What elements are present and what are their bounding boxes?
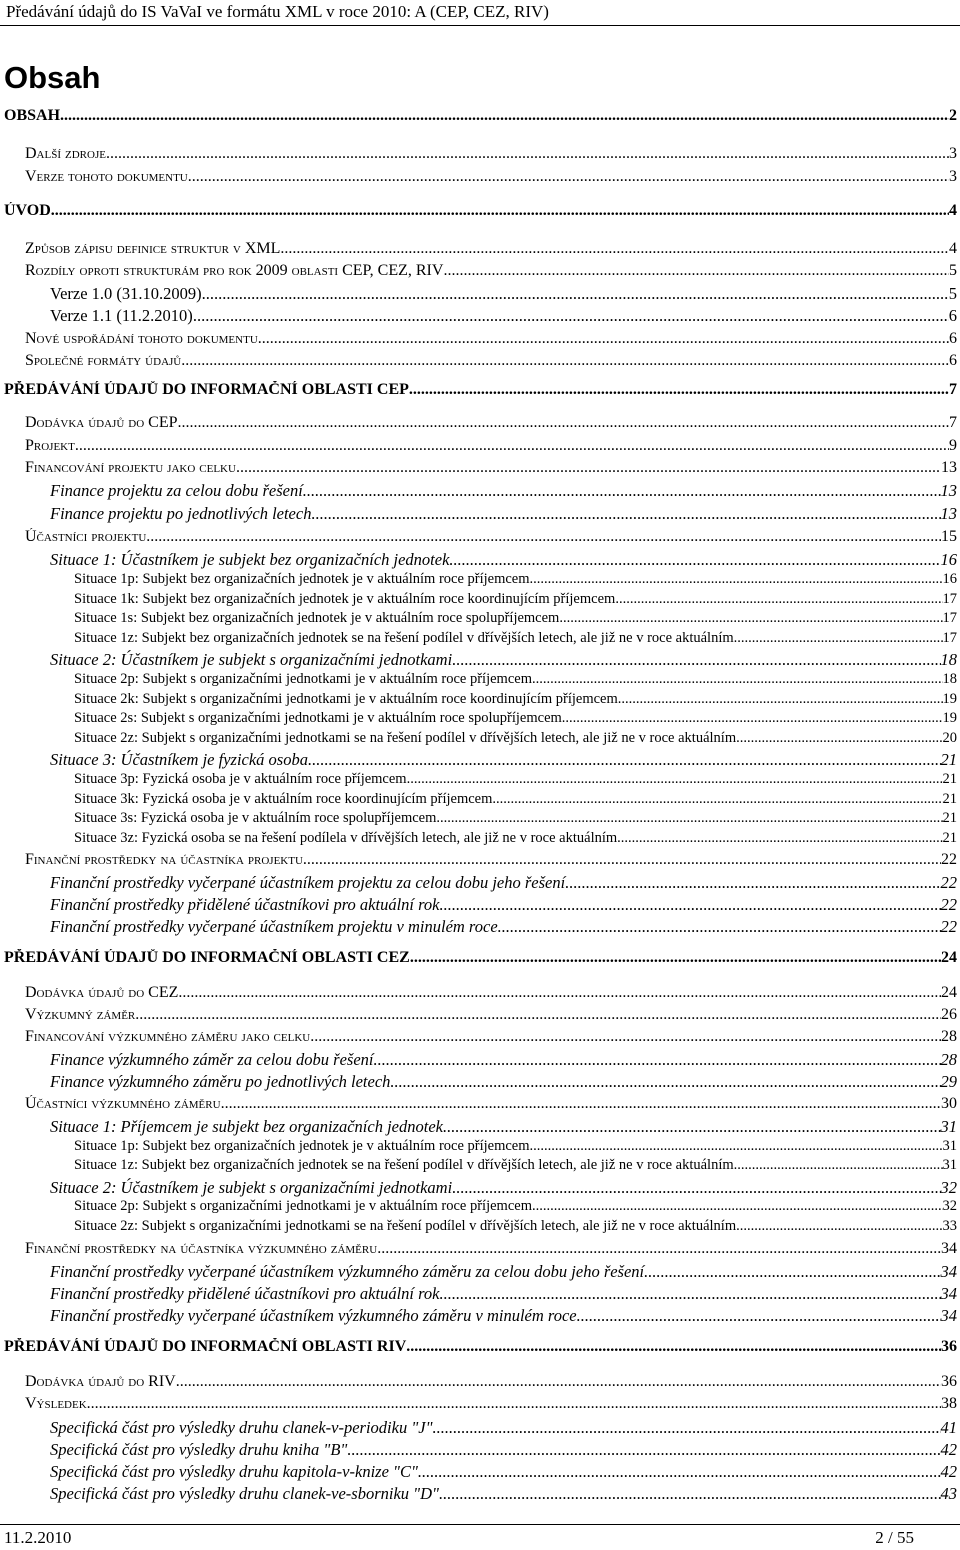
toc-entry-title: Situace 2s: Subjekt s organizačními jednotkami je v aktuálním roce spolupříjemcem: [74, 710, 562, 726]
toc-page-number: 22: [940, 917, 957, 936]
toc-entry[interactable]: [74, 1198, 957, 1215]
toc-page-number: 42: [940, 1440, 957, 1459]
toc-entry-title: Situace 1k: Subjekt bez organizačních jednotek je v aktuálním roce koordinujícím příjemcem: [74, 591, 616, 607]
toc-entry[interactable]: [25, 330, 957, 348]
toc-entry[interactable]: [50, 1262, 957, 1282]
toc-entry-title: Verze tohoto dokumentu: [25, 168, 188, 185]
toc-page-number: 24: [941, 949, 957, 966]
toc-entry[interactable]: [74, 691, 957, 708]
toc-page-number: 33: [942, 1218, 957, 1234]
toc-entry[interactable]: [50, 1418, 957, 1438]
toc-page-number: 19: [942, 691, 957, 707]
toc-page-number: 42: [940, 1462, 957, 1481]
toc-leader-dots: [439, 1484, 941, 1504]
toc-entry-title: Finance výzkumného záměr za celou dobu řešení: [50, 1050, 374, 1069]
toc-entry-title: Situace 1z: Subjekt bez organizačních jednotek se na řešení podílel v dřívějších letech, ale již ne v roce aktuálním: [74, 1157, 734, 1173]
toc-entry[interactable]: [50, 873, 957, 893]
toc-page-number: 28: [940, 1050, 957, 1069]
toc-entry-title: Situace 3k: Fyzická osoba je v aktuálním roce koordinujícím příjemcem: [74, 791, 493, 807]
toc-entry-title: Finanční prostředky vyčerpané účastníkem projektu za celou dobu jeho řešení: [50, 873, 566, 892]
toc-page-number: 17: [942, 610, 957, 626]
toc-entry[interactable]: [25, 459, 957, 477]
toc-page-number: 21: [940, 750, 957, 769]
toc-page-number: 7: [949, 414, 957, 431]
toc-page-number: 22: [941, 851, 957, 868]
toc-entry[interactable]: [74, 771, 957, 788]
toc-page-number: 34: [940, 1284, 957, 1303]
toc-entry[interactable]: [50, 1440, 957, 1460]
toc-entry[interactable]: [74, 1218, 957, 1235]
toc-entry[interactable]: [74, 830, 957, 847]
toc-leader-dots: [452, 1178, 940, 1198]
toc-entry-title: Situace 3s: Fyzická osoba je v aktuálním roce spolupříjemcem: [74, 810, 437, 826]
toc-entry-title: Verze 1.1 (11.2.2010): [50, 306, 193, 325]
toc-entry-title: Verze 1.0 (31.10.2009): [50, 284, 202, 303]
toc-entry-title: Společné formáty údajů: [25, 352, 182, 369]
toc-page-number: 3: [949, 145, 957, 162]
toc-page-number: 5: [949, 262, 957, 279]
toc-entry[interactable]: [25, 262, 957, 280]
toc-entry[interactable]: [50, 1072, 957, 1092]
toc-page-number: 31: [942, 1157, 957, 1173]
toc-page-number: 13: [940, 504, 957, 523]
toc-entry-title: Finance projektu za celou dobu řešení: [50, 481, 303, 500]
toc-entry[interactable]: [50, 1178, 957, 1198]
toc-leader-dots: [51, 202, 949, 220]
toc-leader-dots: [310, 1028, 941, 1046]
toc-page-number: 29: [940, 1072, 957, 1091]
toc-page-number: 13: [940, 481, 957, 500]
toc-entry-title: Rozdíly oproti strukturám pro rok 2009 oblasti CEP, CEZ, RIV: [25, 262, 444, 279]
toc-leader-dots: [377, 1240, 941, 1258]
toc-entry-title: OBSAH: [4, 107, 61, 124]
toc-entry[interactable]: [4, 1338, 957, 1356]
toc-entry-title: ÚVOD: [4, 202, 51, 219]
toc-entry[interactable]: [74, 1138, 957, 1155]
toc-leader-dots: [146, 528, 941, 546]
toc-entry-title: Dodávka údajů do RIV: [25, 1373, 176, 1390]
header-divider: [0, 25, 960, 26]
toc-page-number: 34: [940, 1262, 957, 1281]
toc-entry-title: PŘEDÁVÁNÍ ÚDAJŮ DO INFORMAČNÍ OBLASTI CEZ: [4, 949, 410, 966]
toc-page-number: 34: [940, 1306, 957, 1325]
toc-page-number: 36: [941, 1338, 957, 1355]
toc-leader-dots: [176, 1373, 941, 1391]
toc-entry[interactable]: [50, 504, 957, 524]
toc-leader-dots: [193, 306, 949, 326]
toc-entry[interactable]: [50, 1462, 957, 1482]
toc-leader-dots: [615, 591, 942, 608]
toc-entry[interactable]: [74, 671, 957, 688]
toc-entry[interactable]: [4, 202, 957, 220]
toc-entry[interactable]: [50, 1117, 957, 1137]
toc-entry[interactable]: [25, 437, 957, 455]
toc-entry[interactable]: [74, 710, 957, 727]
toc-entry-title: Výsledek: [25, 1395, 87, 1412]
toc-entry-title: Finanční prostředky přidělené účastníkovi pro aktuální rok: [50, 1284, 440, 1303]
toc-leader-dots: [60, 107, 949, 125]
toc-entry-title: Finanční prostředky přidělené účastníkovi pro aktuální rok: [50, 895, 440, 914]
toc-leader-dots: [347, 1440, 940, 1460]
toc-page-number: 18: [942, 671, 957, 687]
toc-page-number: 2: [949, 107, 957, 124]
toc-entry[interactable]: [74, 730, 957, 747]
toc-entry-title: Situace 3: Účastníkem je fyzická osoba: [50, 750, 308, 769]
toc-page-number: 3: [949, 168, 957, 185]
toc-leader-dots: [280, 240, 949, 258]
toc-leader-dots: [406, 1338, 941, 1356]
toc-leader-dots: [530, 571, 943, 588]
toc-entry-title: Situace 2p: Subjekt s organizačními jednotkami je v aktuálním roce příjemcem: [74, 1198, 532, 1214]
toc-entry-title: Situace 2: Účastníkem je subjekt s organizačními jednotkami: [50, 1178, 453, 1197]
toc-page-number: 36: [941, 1373, 957, 1390]
toc-entry-title: Situace 1s: Subjekt bez organizačních jednotek je v aktuálním roce spolupříjemcem: [74, 610, 560, 626]
toc-entry-title: Finanční prostředky vyčerpané účastníkem projektu v minulém roce: [50, 917, 498, 936]
toc-leader-dots: [577, 1306, 941, 1326]
toc-leader-dots: [178, 414, 949, 432]
toc-page-number: 21: [942, 810, 957, 826]
toc-page-number: 6: [949, 330, 957, 347]
toc-entry[interactable]: [74, 610, 957, 627]
toc-leader-dots: [617, 830, 942, 847]
toc-entry-title: Specifická část pro výsledky druhu clanek-ve-sborniku "D": [50, 1484, 439, 1503]
toc-leader-dots: [409, 381, 949, 399]
toc-leader-dots: [443, 1117, 941, 1137]
toc-page-number: 16: [940, 550, 957, 569]
running-header: [0, 0, 960, 24]
toc-leader-dots: [410, 949, 941, 967]
toc-entry[interactable]: [74, 571, 957, 588]
toc-entry-title: Projekt: [25, 437, 75, 454]
toc-entry-title: Situace 1z: Subjekt bez organizačních jednotek se na řešení podílel v dřívějších letech, ale již ne v roce aktuálním: [74, 630, 734, 646]
toc-entry-title: Finanční prostředky vyčerpané účastníkem výzkumného záměru za celou dobu jeho řešení: [50, 1262, 645, 1281]
toc-entry[interactable]: [50, 284, 957, 304]
toc-page-number: 19: [942, 710, 957, 726]
toc-entry[interactable]: [25, 145, 957, 163]
toc-entry[interactable]: [74, 791, 957, 808]
toc-page-number: 38: [941, 1395, 957, 1412]
toc-page-number: 15: [941, 528, 957, 545]
toc-entry-title: Situace 3p: Fyzická osoba je v aktuálním roce příjemcem: [74, 771, 407, 787]
toc-entry-title: Situace 2p: Subjekt s organizačními jednotkami je v aktuálním roce příjemcem: [74, 671, 532, 687]
toc-page-number: 17: [942, 591, 957, 607]
toc-page-number: 43: [940, 1484, 957, 1503]
toc-entry-title: Finance projektu po jednotlivých letech: [50, 504, 312, 523]
toc-page-number: 32: [940, 1178, 957, 1197]
toc-leader-dots: [390, 1072, 940, 1092]
toc-leader-dots: [436, 810, 942, 827]
toc-page-number: 31: [940, 1117, 957, 1136]
toc-leader-dots: [311, 504, 940, 524]
toc-leader-dots: [178, 984, 941, 1002]
toc-entry[interactable]: [50, 1050, 957, 1070]
toc-entry-title: Situace 1p: Subjekt bez organizačních jednotek je v aktuálním roce příjemcem: [74, 1138, 530, 1154]
toc-entry-title: Financování výzkumného záměru jako celku: [25, 1028, 311, 1045]
toc-entry-title: Finance výzkumného záměru po jednotlivých letech: [50, 1072, 391, 1091]
toc-page-number: 13: [941, 459, 957, 476]
toc-page-number: 18: [940, 650, 957, 669]
toc-entry[interactable]: [4, 107, 957, 125]
toc-page-number: 26: [941, 1006, 957, 1023]
toc-entry-title: Situace 3z: Fyzická osoba se na řešení podílela v dřívějších letech, ale již ne v roce aktuálním: [74, 830, 618, 846]
toc-leader-dots: [374, 1050, 941, 1070]
toc-entry[interactable]: [50, 1306, 957, 1326]
toc-page-number: 34: [941, 1240, 957, 1257]
footer-divider: [0, 1524, 960, 1525]
toc-entry-title: Další zdroje: [25, 145, 106, 162]
toc-entry-title: Situace 1: Účastníkem je subjekt bez organizačních jednotek: [50, 550, 450, 569]
toc-entry[interactable]: [50, 550, 957, 570]
toc-entry[interactable]: [25, 851, 957, 869]
toc-entry[interactable]: [50, 306, 957, 326]
toc-page-number: 30: [941, 1095, 957, 1112]
toc-leader-dots: [418, 1462, 941, 1482]
toc-page-number: 20: [942, 730, 957, 746]
toc-entry[interactable]: [25, 1395, 957, 1413]
footer-page-number: 2 / 55: [875, 1528, 914, 1547]
toc-entry[interactable]: [74, 630, 957, 647]
toc-entry-title: Specifická část pro výsledky druhu clanek-v-periodiku "J": [50, 1418, 433, 1437]
toc-entry[interactable]: [4, 949, 957, 967]
toc-entry[interactable]: [74, 810, 957, 827]
toc-leader-dots: [532, 671, 943, 688]
toc-entry-title: Výzkumný záměr: [25, 1006, 136, 1023]
toc-entry[interactable]: [25, 352, 957, 370]
toc-entry[interactable]: [74, 591, 957, 608]
toc-leader-dots: [135, 1006, 941, 1024]
toc-page-number: 21: [942, 771, 957, 787]
toc-leader-dots: [303, 851, 941, 869]
toc-entry-title: PŘEDÁVÁNÍ ÚDAJŮ DO INFORMAČNÍ OBLASTI RIV: [4, 1338, 407, 1355]
toc-leader-dots: [188, 168, 949, 186]
toc-page-number: 32: [942, 1198, 957, 1214]
toc-leader-dots: [258, 330, 949, 348]
toc-page-number: 22: [940, 895, 957, 914]
toc-leader-dots: [87, 1395, 941, 1413]
toc-page-number: 17: [942, 630, 957, 646]
toc-leader-dots: [440, 895, 941, 915]
toc-entry-title: Situace 1: Příjemcem je subjekt bez organizačních jednotek: [50, 1117, 443, 1136]
toc-leader-dots: [734, 1157, 943, 1174]
toc-leader-dots: [181, 352, 949, 370]
page-title: Obsah: [4, 60, 101, 95]
toc-entry[interactable]: [50, 650, 957, 670]
toc-leader-dots: [559, 610, 942, 627]
toc-leader-dots: [736, 730, 942, 747]
toc-leader-dots: [734, 630, 943, 647]
toc-page-number: 4: [949, 202, 957, 219]
toc-entry-title: Situace 2: Účastníkem je subjekt s organizačními jednotkami: [50, 650, 453, 669]
toc-leader-dots: [303, 481, 941, 501]
toc-entry-title: Situace 1p: Subjekt bez organizačních jednotek je v aktuálním roce příjemcem: [74, 571, 530, 587]
toc-leader-dots: [452, 650, 940, 670]
toc-leader-dots: [202, 284, 949, 304]
toc-page-number: 41: [940, 1418, 957, 1437]
toc-page-number: 5: [948, 284, 957, 303]
toc-leader-dots: [562, 710, 943, 727]
toc-entry[interactable]: [25, 1095, 957, 1113]
toc-page-number: 21: [942, 791, 957, 807]
toc-entry-title: Situace 2z: Subjekt s organizačními jednotkami se na řešení podílel v dřívějších letech, ale již ne v roce aktuálním: [74, 730, 737, 746]
toc-page-number: 16: [942, 571, 957, 587]
toc-entry[interactable]: [25, 1240, 957, 1258]
toc-page-number: 22: [940, 873, 957, 892]
toc-entry-title: Účastníci výzkumného záměru: [25, 1095, 221, 1112]
toc-entry-title: Dodávka údajů do CEP: [25, 414, 178, 431]
toc-page-number: 28: [941, 1028, 957, 1045]
toc-leader-dots: [443, 262, 949, 280]
toc-entry-title: Specifická část pro výsledky druhu kniha "B": [50, 1440, 348, 1459]
toc-leader-dots: [565, 873, 940, 893]
toc-entry[interactable]: [50, 1484, 957, 1504]
toc-leader-dots: [532, 1198, 943, 1215]
toc-entry-title: Finanční prostředky na účastníka výzkumného záměru: [25, 1240, 378, 1257]
toc-leader-dots: [618, 691, 943, 708]
toc-entry-title: Účastníci projektu: [25, 528, 147, 545]
toc-entry-title: Specifická část pro výsledky druhu kapitola-v-knize "C": [50, 1462, 418, 1481]
toc-entry[interactable]: [25, 528, 957, 546]
toc-entry[interactable]: [25, 1373, 957, 1391]
toc-page-number: 21: [942, 830, 957, 846]
toc-entry[interactable]: [50, 895, 957, 915]
toc-leader-dots: [644, 1262, 940, 1282]
toc-entry[interactable]: [25, 414, 957, 432]
toc-entry-title: Situace 2z: Subjekt s organizačními jednotkami se na řešení podílel v dřívějších letech, ale již ne v roce aktuálním: [74, 1218, 737, 1234]
document-title: Předávání údajů do IS VaVaI ve formátu XML v roce 2010: A (CEP, CEZ, RIV): [6, 2, 549, 21]
toc-entry[interactable]: [50, 1284, 957, 1304]
toc-leader-dots: [498, 917, 941, 937]
toc-leader-dots: [530, 1138, 943, 1155]
toc-page-number: 31: [942, 1138, 957, 1154]
toc-leader-dots: [75, 437, 949, 455]
toc-entry-title: PŘEDÁVÁNÍ ÚDAJŮ DO INFORMAČNÍ OBLASTI CEP: [4, 381, 409, 398]
toc-page-number: 7: [949, 381, 957, 398]
toc-page-number: 4: [949, 240, 957, 257]
toc-entry-title: Financování projektu jako celku: [25, 459, 236, 476]
toc-entry-title: Nové uspořádání tohoto dokumentu: [25, 330, 258, 347]
toc-entry[interactable]: [25, 984, 957, 1002]
toc-entry[interactable]: [25, 240, 957, 258]
toc-leader-dots: [492, 791, 942, 808]
toc-entry[interactable]: [25, 1006, 957, 1024]
toc-leader-dots: [736, 1218, 942, 1235]
toc-page-number: 6: [948, 306, 957, 325]
toc-entry-title: Dodávka údajů do CEZ: [25, 984, 179, 1001]
toc-entry-title: Finanční prostředky vyčerpané účastníkem výzkumného záměru v minulém roce: [50, 1306, 577, 1325]
toc-leader-dots: [407, 771, 943, 788]
toc-leader-dots: [221, 1095, 941, 1113]
toc-leader-dots: [440, 1284, 941, 1304]
toc-entry[interactable]: [74, 1157, 957, 1174]
toc-leader-dots: [236, 459, 941, 477]
toc-entry[interactable]: [50, 917, 957, 937]
toc-entry[interactable]: [4, 381, 957, 399]
toc-leader-dots: [308, 750, 941, 770]
toc-page-number: 9: [949, 437, 957, 454]
toc-page-number: 6: [949, 352, 957, 369]
toc-entry-title: Finanční prostředky na účastníka projektu: [25, 851, 303, 868]
toc-page-number: 24: [941, 984, 957, 1001]
toc-entry[interactable]: [25, 168, 957, 186]
toc-entry-title: Způsob zápisu definice struktur v XML: [25, 240, 281, 257]
toc-entry[interactable]: [50, 481, 957, 501]
toc-entry[interactable]: [25, 1028, 957, 1046]
toc-leader-dots: [433, 1418, 941, 1438]
toc-entry[interactable]: [50, 750, 957, 770]
toc-leader-dots: [449, 550, 940, 570]
toc-leader-dots: [106, 145, 949, 163]
footer-date: 11.2.2010: [4, 1528, 72, 1547]
toc-entry-title: Situace 2k: Subjekt s organizačními jednotkami je v aktuálním roce koordinujícím příjemcem: [74, 691, 618, 707]
